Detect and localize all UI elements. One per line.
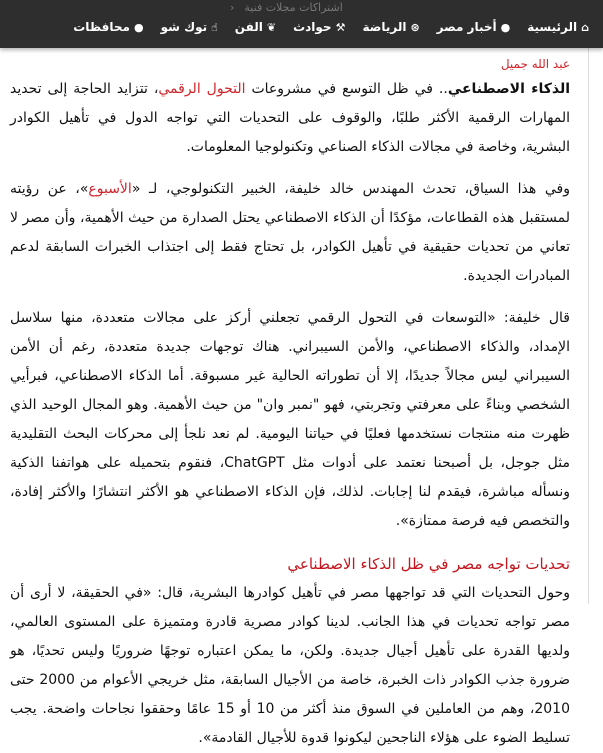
text: .. في ظل التوسع في مشروعات xyxy=(245,81,448,97)
paragraph-1 xyxy=(10,75,570,162)
nav-item-home[interactable] xyxy=(527,20,589,34)
globe-icon: ● xyxy=(500,20,511,34)
home-icon: ⌂ xyxy=(581,20,589,34)
ball-icon: ⊛ xyxy=(410,20,420,34)
dropdown-overlay[interactable] xyxy=(230,0,343,15)
globe-icon: ● xyxy=(133,20,144,34)
nav-item-sports[interactable] xyxy=(362,20,419,34)
thumbs-up-icon: ☝ xyxy=(211,20,218,34)
subheading: تحديات تواجه مصر في ظل الذكاء الاصطناعي xyxy=(287,555,570,573)
text: »، عن رؤيته لمستقبل هذه القطاعات، مؤكدًا أن الذكاء الاصطناعي يحتل الصدارة من حيث الأهمية، وأن مصر لا تعاني من تحديات حقيقية في تأهيل الكوادر، بل تحتاج فقط إلى اجتذاب الخبرات السابقة لدعم المبادرات الجديدة. xyxy=(10,181,570,284)
digital-transformation-link[interactable]: التحول الرقمي xyxy=(158,81,246,97)
nav-item-art[interactable] xyxy=(235,20,276,34)
nav-label: أخبار مصر xyxy=(436,20,497,34)
nav-label: محافظات xyxy=(73,20,130,34)
text: وفي هذا السياق، تحدث المهندس خالد خليفة، الخبير التكنولوجي، لـ « xyxy=(131,181,570,197)
paragraph-2 xyxy=(10,175,570,291)
nav-item-accidents[interactable] xyxy=(293,20,345,34)
chevron-left-icon[interactable]: ‹ xyxy=(230,1,235,14)
paragraph-4: وحول التحديات التي قد تواجهها مصر في تأهيل كوادرها البشرية، قال: «في الحقيقة، لا أرى أن مصر تواجه تحديات في هذا الجانب. لدينا كوادر مصرية قادرة ومتميزة على المستوى العالمي، ولديها القدرة على تأهيل أجيال جديدة. ولكن، ما يمكن اعتباره توجهًا ضروريًا وليس تحديًا، هو ضرورة جذب الكوادر ذات الخبرة، خاصة من الأجيال السابقة، مثل خريجي الأعوام من 2000 حتى 2010، وهم من العاملين في السوق منذ أكثر من 10 أو 15 عامًا وحققوا نجاحات واضحة. يجب تسليط الضوء على هؤلاء الناجحين ليكونوا قدوة للأجيال القادمة». xyxy=(10,585,570,746)
nav-label: حوادث xyxy=(293,20,332,34)
nav-label: الفن xyxy=(234,20,263,34)
text: ، تتزايد الحاجة إلى تحديد المهارات الرقمية الأكثر طلبًا، والوقوف على التحديات التي تواجه الدول في تأهيل الكوادر البشرية، وخاصة في مجالات الذكاء الصناعي وتكنولوجيا المعلومات. xyxy=(10,81,570,155)
nav-label: توك شو xyxy=(160,20,208,34)
gavel-icon: ⚒ xyxy=(335,20,346,34)
nav-label: الرئيسية xyxy=(527,20,578,34)
nav-item-governorates[interactable] xyxy=(73,20,143,34)
leaf-icon: ❦ xyxy=(266,20,277,34)
al-osboa-link[interactable]: الأسبوع xyxy=(88,181,132,197)
nav-label: الرياضة xyxy=(362,20,407,34)
nav-item-egypt-news[interactable] xyxy=(437,20,511,34)
paragraph-3: قال خليفة: «التوسعات في التحول الرقمي تجعلني أركز على مجالات متعددة، منها سلاسل الإمداد، والذكاء الاصطناعي، والأمن السيبراني. هناك توجهات جديدة متعددة، رغم أن الأمن السيبراني ليس مجالاً جديدًا، إلا أن تطوراته الحالية غير مسبوقة. أما الذكاء الاصطناعي، فبرأيي الشخصي وبناءً على معرفتي وتجربتي، فهو "نمبر وان" من حيث الأهمية. وهو المجال الوحيد الذي ظهرت منه منتجات نستخدمها فعليًا في حياتنا اليومية. لم نعد نلجأ إلى محركات البحث التقليدية مثل جوجل، بل أصبحنا نعتمد على أدوات مثل ChatGPT، فنقوم بتحميله على هواتفنا الذكية ونسأله مباشرة، فيقدم لنا إجابات. لذلك، فإن الذكاء الاصطناعي هو الأكثر انتشارًا والأكثر إفادة، والتخصص فيه فرصة ممتازة». xyxy=(10,310,570,529)
author-name[interactable]: عبد الله جميل xyxy=(500,57,570,71)
article-content xyxy=(0,48,589,746)
nav-item-talk-show[interactable] xyxy=(161,20,218,34)
lead-keyword: الذكاء الاصطناعي xyxy=(447,81,570,97)
overlay-label[interactable]: اشتراكات مجلات فنية xyxy=(244,1,343,14)
